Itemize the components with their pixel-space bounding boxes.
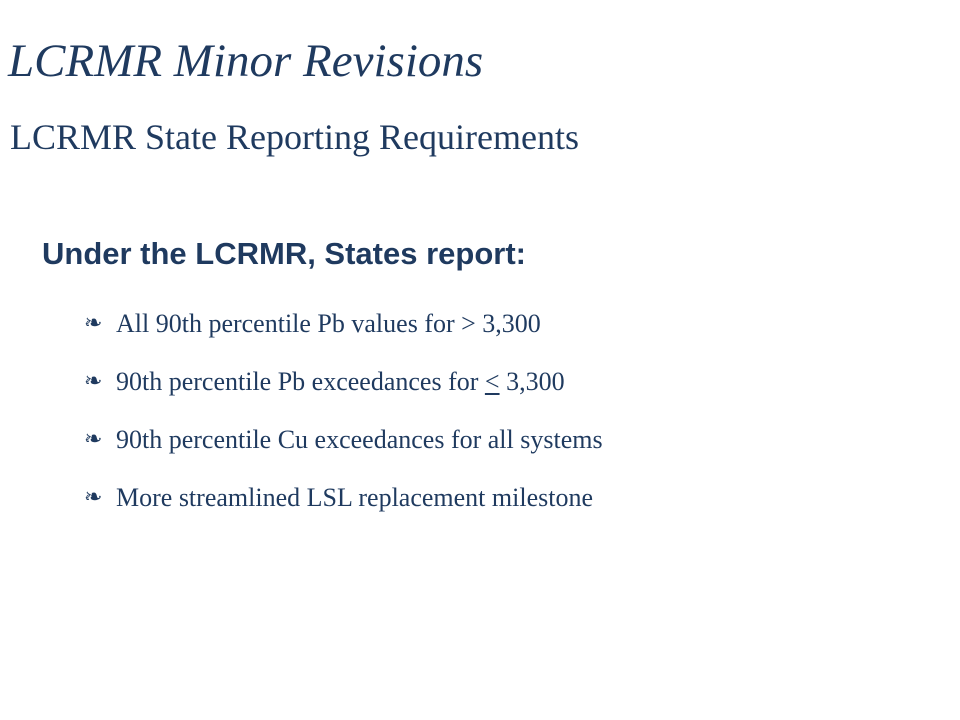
bullet-text-before: 90th percentile Pb exceedances for [116,366,485,396]
section-heading: Under the LCRMR, States report: [42,236,526,271]
bullet-item [84,479,603,516]
bullet-text-after: 3,300 [499,366,565,396]
slide-subtitle: LCRMR State Reporting Requirements [10,117,579,157]
slide-title: LCRMR Minor Revisions [8,35,484,87]
fleuron-icon: ❧ [84,484,103,510]
fleuron-icon: ❧ [84,310,103,336]
bullet-text: All 90th percentile Pb values for > 3,300 [116,308,541,338]
fleuron-icon: ❧ [84,368,103,394]
fleuron-icon: ❧ [84,426,103,452]
bullet-list [84,305,603,537]
bullet-item [84,421,603,458]
bullet-text: More streamlined LSL replacement milestone [116,482,593,512]
bullet-text [116,366,565,396]
bullet-item [84,305,603,342]
bullet-item [84,363,603,400]
less-than-or-equal-symbol: < [484,366,500,396]
bullet-text: 90th percentile Cu exceedances for all systems [116,424,603,454]
